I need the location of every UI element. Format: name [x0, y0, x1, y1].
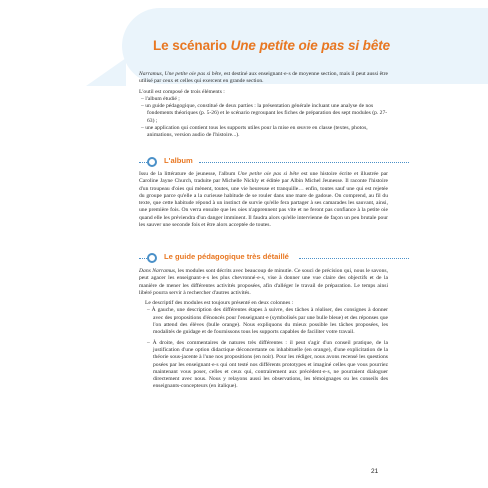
section-bullet-icon: [147, 157, 157, 167]
page-title-italic: Une petite oie pas si bête: [230, 38, 391, 53]
page-title: [153, 38, 390, 53]
guide-text-1: , les modules sont décrits avec beaucoup de minutie. Ce souci de précision qui, nous le savons, peut agacer les enseignant·e·s les plus chevronné·e·s, vise à donner une vue claire des objectifs et de la manière de mener les différentes activités proposées, afin d'alléger le travail de préparation. Le temps ainsi libéré pourra servir à rechercher d'autres activités.: [139, 268, 388, 296]
section-title-album: L'album: [164, 156, 193, 165]
album-paragraph: [139, 171, 388, 229]
list-item: – un guide pédagogique, constitué de deux parties : la présentation générale incluant une analyse de nos fondements théoriques (p. 5-26) et le scénario regroupant les fiches de préparation des sept modules (p. 27-63) ;: [141, 103, 388, 124]
intro-narramus: Narramus: [139, 71, 162, 77]
guide-narramus: Dans Narramus: [139, 268, 175, 274]
intro-sep: ,: [161, 71, 165, 77]
list-item: – À droite, des commentaires de natures très différentes : il peut s'agir d'un conseil pratique, de la justification d'une option didactique déconcertante ou inhabituelle (en orange), d'une explicitation de la théorie sous-jacente à l'une nos propositions (en noir). Pour les rédiger, nous avons recensé les questions posées par les enseignant·e·s qui ont testé nos différents prototypes et imaginé celles que vous pourriez maintenant vous poser, celles et ceux qui, contrairement aux précédent·e·s, ne pourraient dialoguer directement avec nous. Nous y relayons aussi les observations, les témoignages ou les conseils des enseignants-concepteurs (en italique).: [147, 339, 388, 390]
intro-section: [139, 71, 388, 140]
list-item: – une application qui contient tous les supports utiles pour la mise en œuvre en classe (textes, photos, animations, version audio de l'histoire...).: [141, 125, 368, 139]
list-item: – À gauche, une description des différentes étapes à suivre, des tâches à réaliser, des consignes à donner avec des propositions d'énoncés pour l'enseignant·e (symbolisés par une bulle bleue) et des réponses que l'on attend des élèves (bulle orange). Nous expliquons du mieux possible les tâches proposées, les modalités de guidage et de fournissons tous les supports capables de faciliter votre travail.: [147, 307, 388, 336]
section-title-guide: Le guide pédagogique très détaillé: [164, 252, 289, 261]
intro-book-title: Une petite oie pas si bête: [164, 71, 222, 77]
intro-paragraph-2: L'outil est composé de trois éléments :: [139, 88, 225, 95]
section-rule: [199, 162, 409, 163]
section-rule: [139, 258, 147, 259]
header-bubble-tail: [86, 58, 126, 86]
page-number: 21: [371, 468, 379, 475]
intro-list: [139, 96, 388, 140]
page-title-prefix: Le scénario: [153, 38, 231, 53]
section-bullet-icon: [147, 253, 157, 263]
guide-paragraph-1: [139, 268, 388, 297]
section-heading-guide: [139, 251, 409, 265]
section-rule: [299, 258, 409, 259]
section-rule: [139, 162, 147, 163]
album-text-b: est une histoire écrite et illustrée par Caroline Jayne Church, traduite par Michelle Nickly et éditée par Albin Michel Jeunesse. Il raconte l'histoire d'un troupeau d'oies qui mènent, toutes, une vie heureuse et tranquille… enfin, toutes sauf une qui est rejetée du groupe parce qu'elle a la curieuse habitude de se rouler dans une mare de gadoue. On comprend, au fil du texte, que cette habitude répond à un instinct de survie qu'elle fera partager à ses camarades les sauvant, ainsi, une première fois. On verra ensuite que les oies n'apprennent pas vite et ne feront pas confiance à la petite oie quand elle les préviendra d'un danger imminent. Il faudra alors qu'elle intervienne de façon un peu brutale pour les sauver une seconde fois et être alors acceptée de toutes.: [139, 171, 388, 229]
album-section: [139, 171, 388, 232]
album-text-a: Issu de la littérature de jeunesse, l'album: [139, 171, 238, 177]
album-book-title: Une petite oie pas si bête: [237, 171, 299, 177]
guide-paragraph-2: Le descriptif des modules est toujours présenté en deux colonnes :: [145, 300, 294, 307]
intro-paragraph-1: [139, 71, 388, 86]
guide-section: [139, 268, 388, 391]
intro-text: , est destiné aux enseignant·e·s de moyenne section, mais il peut aussi être utilisé par ceux et celles qui exercent en grande section.: [139, 71, 389, 85]
section-heading-album: [139, 155, 409, 169]
list-item: – l'album étudié ;: [141, 95, 180, 102]
guide-list: [139, 307, 388, 390]
